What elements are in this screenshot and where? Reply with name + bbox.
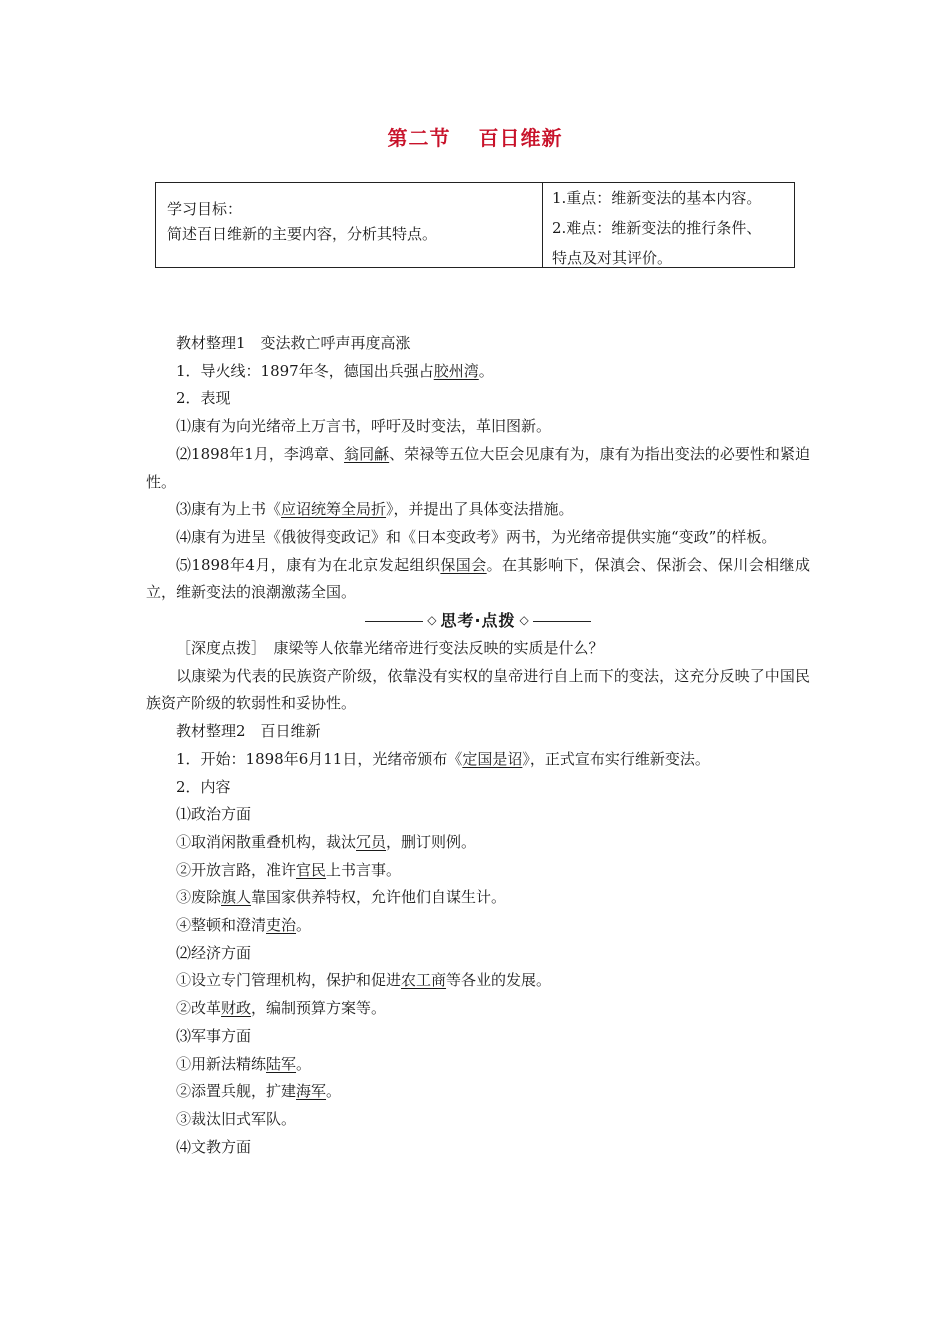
answer-blank: 冗员: [356, 832, 387, 851]
key-point: 1.重点：维新变法的基本内容。: [552, 189, 762, 207]
politics-item: ④整顿和澄清吏治。: [176, 916, 312, 935]
think-label: 思考·点拨: [440, 611, 516, 631]
section2-content: 2．内容: [176, 777, 231, 796]
goals-text: 简述百日维新的主要内容，分析其特点。: [167, 225, 438, 243]
key-points-cell: [543, 183, 794, 267]
military-item: ①用新法精练陆军。: [176, 1054, 312, 1073]
answer-blank: 定国是诏: [462, 749, 523, 768]
politics-heading: ⑴政治方面: [176, 805, 252, 824]
section2-heading: 教材整理2 百日维新: [176, 722, 321, 741]
think-question: ［深度点拨］ 康梁等人依靠光绪帝进行变法反映的实质是什么？: [176, 639, 604, 658]
economy-heading: ⑵经济方面: [176, 943, 252, 962]
politics-item: ②开放言路，准许官民上书言事。: [176, 860, 402, 879]
answer-blank: 翁同龢: [344, 444, 390, 463]
answer-blank: 应诏统筹全局折: [281, 500, 387, 519]
section1-sub-4: ⑷康有为进呈《俄彼得变政记》和《日本变政考》两书，为光绪帝提供实施“变政”的样板。: [176, 527, 777, 546]
section-name: 百日维新: [478, 126, 563, 150]
answer-blank: 官民: [296, 860, 327, 879]
learning-goals-table: [155, 182, 795, 268]
difficult-point-cont: 特点及对其评价。: [552, 249, 673, 267]
politics-item: ①取消闲散重叠机构，裁汰冗员，删订则例。: [176, 832, 477, 851]
military-heading: ⑶军事方面: [176, 1026, 252, 1045]
section1-item-manifest: 2．表现: [176, 389, 231, 408]
military-item: ③裁汰旧式军队。: [176, 1109, 297, 1128]
politics-item: ③废除旗人靠国家供养特权，允许他们自谋生计。: [176, 888, 507, 907]
section1-sub-3: ⑶康有为上书《应诏统筹全局折》，并提出了具体变法措施。: [176, 500, 574, 519]
military-item: ②添置兵舰，扩建海军。: [176, 1082, 342, 1101]
economy-item: ①设立专门管理机构，保护和促进农工商等各业的发展。: [176, 971, 552, 990]
answer-blank: 海军: [296, 1082, 327, 1101]
think-answer: 以康梁为代表的民族资产阶级，依靠没有实权的皇帝进行自上而下的变法，这充分反映了中国民族资产阶级的软弱性和妥协性。: [146, 666, 810, 713]
answer-blank: 保国会: [440, 555, 487, 574]
difficult-point: 2.难点：维新变法的推行条件、: [552, 219, 762, 237]
page-title: [0, 122, 950, 151]
answer-blank: 胶州湾: [433, 361, 479, 380]
section1-heading: 教材整理1 变法救亡呼声再度高涨: [176, 334, 411, 352]
diamond-icon: ◇: [519, 613, 529, 628]
section2-start: 1．开始：1898年6月11日，光绪帝颁布《定国是诏》，正式宣布实行维新变法。: [176, 749, 710, 768]
answer-blank: 财政: [221, 999, 252, 1018]
section1-sub-5: ⑸1898年4月，康有为在北京发起组织保国会。在其影响下，保滇会、保浙会、保川会相继成立，维新变法的浪潮激荡全国。: [146, 555, 810, 602]
section1-sub-1: ⑴康有为向光绪帝上万言书，呼吁及时变法，革旧图新。: [176, 417, 552, 436]
culture-heading: ⑷文教方面: [176, 1137, 252, 1156]
answer-blank: 吏治: [266, 916, 297, 935]
answer-blank: 旗人: [221, 888, 252, 907]
answer-blank: 农工商: [401, 971, 447, 990]
think-divider: [146, 607, 810, 635]
main-content: [146, 330, 810, 1161]
divider-line: [365, 621, 423, 622]
answer-blank: 陆军: [266, 1054, 297, 1073]
diamond-icon: ◇: [427, 613, 437, 628]
goals-label: 学习目标：: [167, 200, 243, 218]
section1-sub-2: ⑵1898年1月，李鸿章、翁同龢、荣禄等五位大臣会见康有为，康有为指出变法的必要性和紧迫性。: [146, 444, 810, 491]
divider-line: [533, 621, 591, 622]
section-number: 第二节: [387, 126, 451, 150]
learning-goals-cell: [156, 183, 543, 267]
section1-item-trigger: 1．导火线：1897年冬，德国出兵强占胶州湾。: [176, 361, 494, 380]
economy-item: ②改革财政，编制预算方案等。: [176, 999, 387, 1018]
